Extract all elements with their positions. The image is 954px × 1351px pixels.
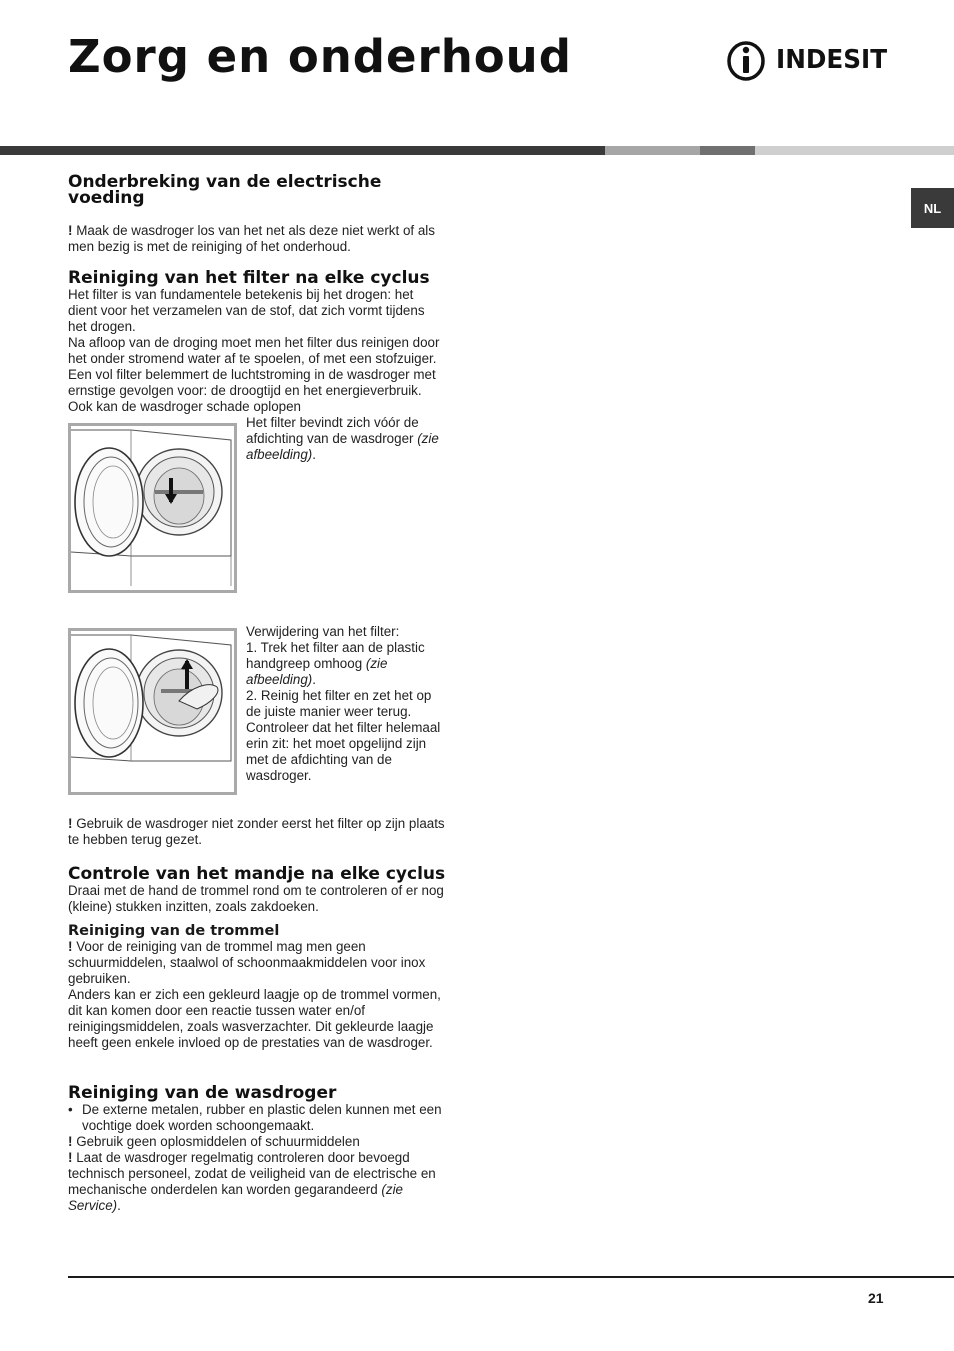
filter-paragraph-2: Na afloop van de droging moet men het filter dus reinigen door het onder stromend water af te spoelen, of met een stofzuiger. Een vol filter belemmert de luchtstroming in de wasdroger met ernstige gevolgen voor: de droogtijd en het energieverbruik. Ook kan de wasdroger schade oplopen (68, 335, 440, 414)
header-bar-mid (700, 146, 755, 155)
drum-paragraph-3: Anders kan er zich een gekleurd laagje op de trommel vormen, dit kan komen door een reactie tussen water en/of reinigingsmiddelen, zoals wasverzachter. Dit gekleurde laagje heeft geen enkele invloed op de prestaties van de wasdroger. (68, 987, 441, 1050)
figure-reference: (zie afbeelding) (246, 656, 388, 687)
page-title: Zorg en onderhoud (68, 30, 572, 83)
header-bar-light (605, 146, 700, 155)
warning-mark: ! (68, 1150, 73, 1165)
warning-mark: ! (68, 223, 73, 238)
step-1-text: 1. Trek het filter aan de plastic handgreep omhoog (246, 640, 425, 671)
filter-removal-caption (246, 624, 446, 784)
filter-location-caption (246, 415, 446, 463)
filter-warning (68, 816, 446, 848)
warning-text: Gebruik de wasdroger niet zonder eerst het filter op zijn plaats te hebben terug gezet. (68, 816, 445, 847)
section-power (68, 174, 398, 206)
bullet-icon: • (68, 1102, 73, 1117)
warning-text: Laat de wasdroger regelmatig controleren door bevoegd technisch personeel, zodat de veiligheid van de electrische en mechanische onderdelen kan worden gegarandeerd (68, 1150, 436, 1197)
warning-text: Gebruik geen oplosmiddelen of schuurmiddelen (72, 1134, 360, 1149)
service-reference: (zie Service) (68, 1182, 403, 1213)
caption-end: . (312, 447, 316, 462)
figure-reference: (zie afbeelding) (246, 431, 439, 462)
drum-paragraph-1: Draai met de hand de trommel rond om te controleren of er nog (kleine) stukken inzitten, zoals zakdoeken. (68, 883, 444, 914)
footer-rule (68, 1276, 954, 1278)
warning-mark: ! (68, 939, 73, 954)
indesit-logo (726, 40, 888, 82)
warning-text: Maak de wasdroger los van het net als deze niet werkt of als men bezig is met de reiniging of het onderhoud. (68, 223, 435, 254)
list-item-text: De externe metalen, rubber en plastic delen kunnen met een vochtige doek worden schoongemaakt. (82, 1102, 442, 1133)
caption-text: Het filter bevindt zich vóór de afdichting van de wasdroger (246, 415, 419, 446)
language-tab: NL (911, 188, 954, 228)
caption-intro: Verwijdering van het filter: (246, 624, 400, 639)
section-heading: Onderbreking van de electrische voeding (68, 172, 382, 208)
filter-removal-image (68, 628, 237, 795)
step-1-end: . (312, 672, 316, 687)
section-drum (68, 866, 446, 1051)
filter-paragraph-1: Het filter is van fundamentele betekenis bij het drogen: het dient voor het verzamelen van de stof, dat zich vormt tijdens het drogen. (68, 287, 425, 334)
section-filter (68, 270, 446, 415)
section-heading: Reiniging van de wasdroger (68, 1083, 337, 1103)
section-heading: Reiniging van het filter na elke cyclus (68, 268, 430, 288)
step-2-text: 2. Reinig het filter en zet het op de juiste manier weer terug. Controleer dat het filter helemaal erin zit: het moet opgelijnd zijn met de afdichting van de wasdroger. (246, 688, 441, 783)
text-end: . (117, 1198, 121, 1213)
page-number: 21 (868, 1290, 884, 1306)
header-bar-pale (755, 146, 954, 155)
section-heading: Controle van het mandje na elke cyclus (68, 864, 446, 884)
list-item (68, 1102, 446, 1134)
filter-location-image (68, 423, 237, 593)
brand-wordmark: INDESIT (776, 45, 888, 75)
power-warning (68, 223, 446, 255)
brand-i-icon (726, 40, 770, 82)
warning-mark: ! (68, 1134, 73, 1149)
warning-text: Voor de reiniging van de trommel mag men geen schuurmiddelen, staalwol of schoonmaakmiddelen voor inox gebruiken. (68, 939, 426, 986)
warning-mark: ! (68, 816, 73, 831)
section-dryer-cleaning (68, 1085, 446, 1214)
sub-heading: Reiniging van de trommel (68, 923, 280, 939)
header-bar-dark (0, 146, 605, 155)
